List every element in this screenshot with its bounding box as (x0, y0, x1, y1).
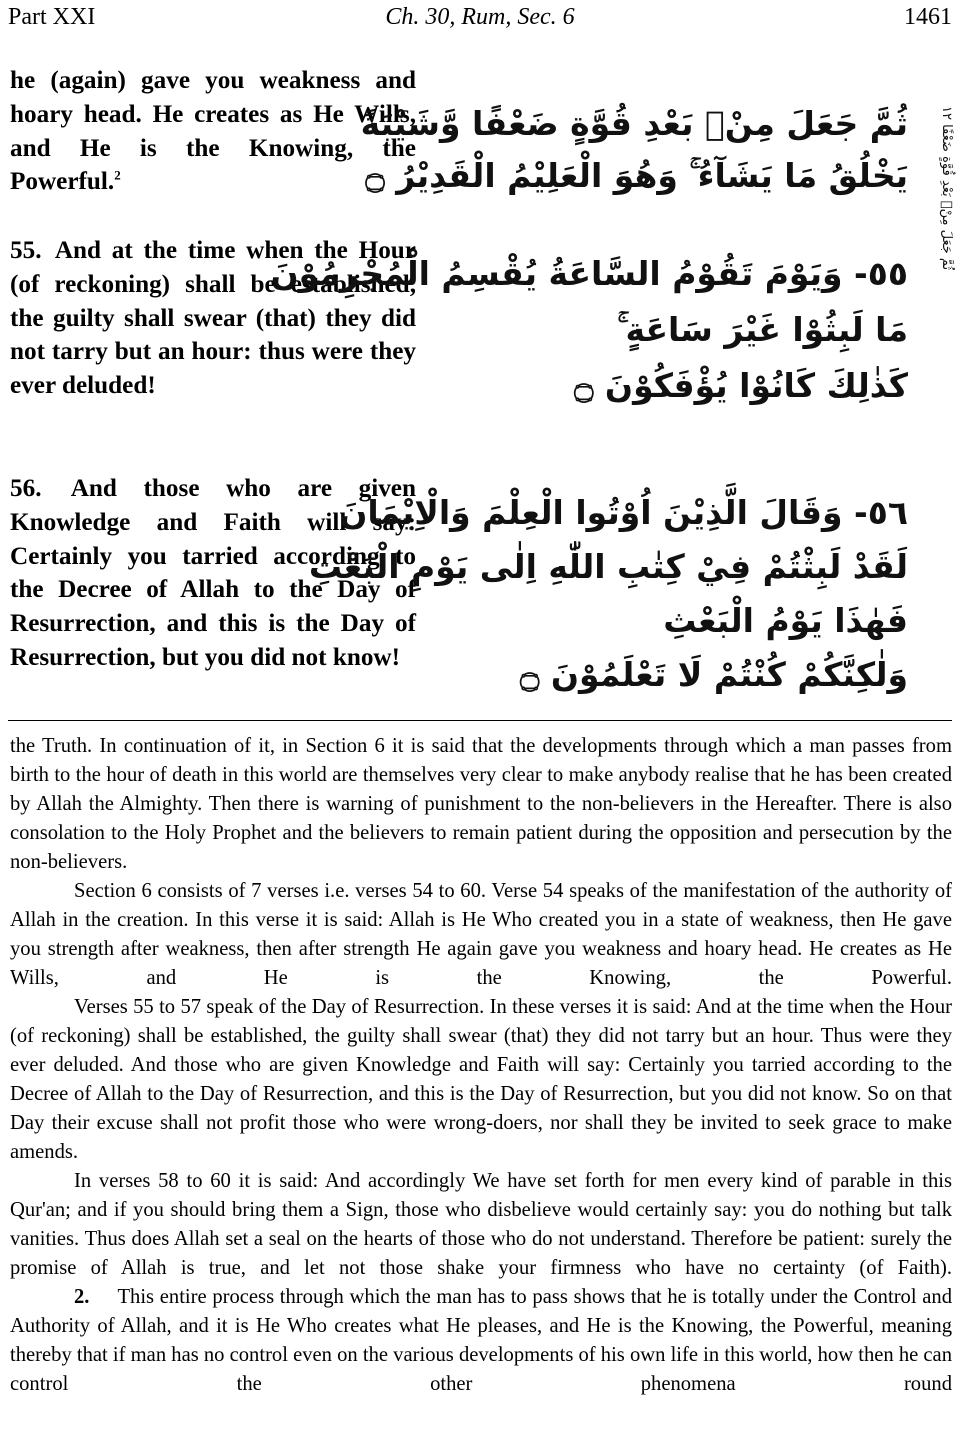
arabic-line: مَا لَبِثُوْا غَيْرَ سَاعَةٍ ۚ (617, 310, 908, 349)
page-header (8, 4, 952, 32)
verse-text: he (again) gave you weakness and hoary head. He creates as He Wills, and He is the Knowing, the Powerful. (10, 67, 416, 196)
commentary-paragraph: Verses 55 to 57 speak of the Day of Resurrection. In these verses it is said: And at the time when the Hour (of reckoning) shall be established, the guilty shall swear (that) they did not tarry but an hour. Thus were they ever deluded. And those who are given Knowledge and Faith will say: Certainly you tarried according to the Decree of Allah to the Day of Resurrection, and this is the Day of Resurrection, but you did not know. So on that Day their excuse shall not profit those who were wrong-doers, nor shall they be invited to seek grace to make amends. (10, 996, 952, 1163)
footnote-text: This entire process through which the man has to pass shows that he is totally under the Control and Authority of Allah, and it is He Who creates what He pleases, and He is the Knowing, the Powerful, meaning thereby that if man has no control even on the various developments of his own life in this world, how then he can control the other phenomena round (10, 1286, 952, 1395)
verse-number: 55. (10, 237, 42, 264)
arabic-line: يَخْلُقُ مَا يَشَآءُ ۚ وَهُوَ الْعَلِيْمُ الْقَدِيْرُ ۝ (365, 156, 908, 195)
verse-54-translation (10, 64, 416, 199)
margin-note: ثُمَّ جَعَلَ مِنْۢ بَعْدِ قُوَّةٍ ضَعْفًا ۱۲ (939, 105, 954, 270)
section-divider (8, 720, 952, 721)
verse-54-arabic (360, 98, 908, 202)
commentary-paragraph: In verses 58 to 60 it is said: And accordingly We have set forth for men every kind of parable in this Qur'an; and if you should bring them a Sign, those who disbelieve would certainly say: you do nothing but talk vanities. Thus does Allah set a seal on the hearts of those who do not understand. Therefore be patient: surely the promise of Allah is true, and let not those shake your firmness who have no certainty (of Faith). (10, 1170, 952, 1279)
arabic-line: لَقَدْ لَبِثْتُمْ فِيْ كِتٰبِ اللّٰهِ اِلٰى يَوْمِ الْبَعْثِ (308, 547, 908, 586)
arabic-line: ٥٦- وَقَالَ الَّذِيْنَ اُوْتُوا الْعِلْمَ وَالْاِيْمَانَ (339, 493, 908, 532)
verse-56-arabic (308, 486, 908, 702)
arabic-line: وَلٰكِنَّكُمْ كُنْتُمْ لَا تَعْلَمُوْنَ ۝ (520, 655, 908, 694)
arabic-line: ثُمَّ جَعَلَ مِنْۢ بَعْدِ قُوَّةٍ ضَعْفًا وَّشَيْبَةً (360, 104, 908, 143)
page-number: 1461 (904, 4, 952, 30)
commentary-paragraph: the Truth. In continuation of it, in Section 6 it is said that the developments through which a man passes from birth to the hour of death in this world are themselves very clear to make anybody realise that he has been created by Allah the Almighty. Then there is warning of punishment to the non-believers in the Hereafter. There is also consolation to the Holy Prophet and the believers to remain patient during the opposition and persecution by the non-believers. (10, 735, 952, 873)
commentary (10, 732, 952, 1399)
arabic-line: فَهٰذَا يَوْمُ الْبَعْثِ (663, 601, 908, 640)
part-label: Part XXI (8, 4, 96, 30)
footnote-paragraph (10, 1283, 952, 1399)
arabic-line: كَذٰلِكَ كَانُوْا يُؤْفَكُوْنَ ۝ (574, 366, 908, 405)
chapter-title: Ch. 30, Rum, Sec. 6 (385, 4, 575, 30)
verse-number: 56. (10, 475, 42, 502)
verse-text: And those who are given Knowledge and Faith will say: Certainly you tarried according to the Decree of Allah to the Day of Resurrection, and this is the Day of Resurrection, but you did not know! (10, 475, 416, 671)
footnote-marker: 2 (114, 168, 121, 183)
arabic-line: ٥٥- وَيَوْمَ تَقُوْمُ السَّاعَةُ يُقْسِمُ الْمُجْرِمُوْنَ (270, 254, 908, 293)
verse-55-arabic (270, 246, 908, 414)
footnote-number: 2. (74, 1286, 90, 1308)
verse-text: And at the time when the Hour (of reckoning) shall be established, the guilty shall swear (that) they did not tarry but an hour: thus were they ever deluded! (10, 237, 416, 400)
commentary-paragraph: Section 6 consists of 7 verses i.e. verses 54 to 60. Verse 54 speaks of the manifestation of the authority of Allah in the creation. In this verse it is said: Allah is He Who created you in a state of weakness, then He gave you strength after weakness, then after strength He again gave you weakness and hoary head. He creates as He Wills, and He is the Knowing, the Powerful. (10, 880, 952, 989)
